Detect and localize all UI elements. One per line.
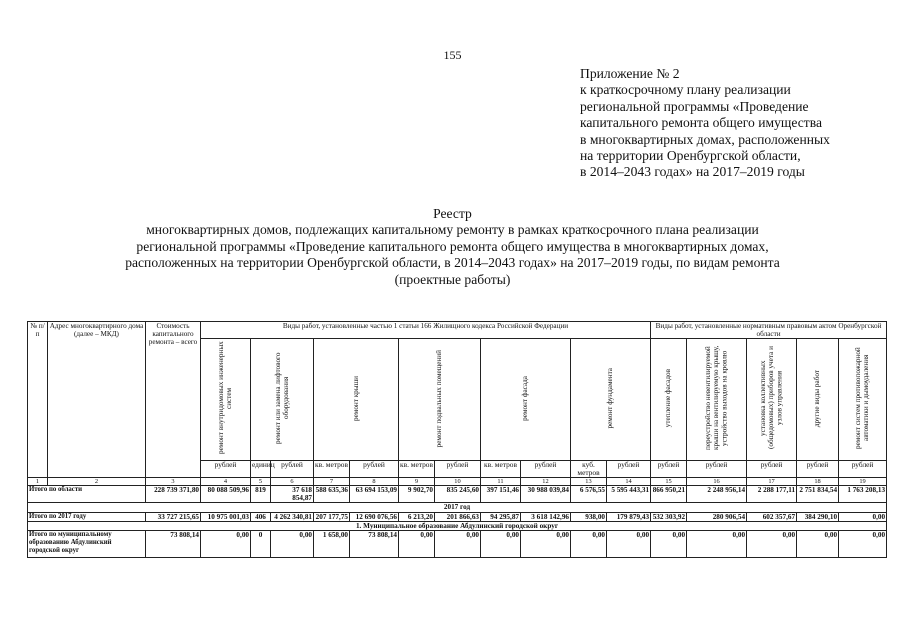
value-cell: 0,00 (651, 531, 687, 558)
column-number-cell: 8 (350, 478, 399, 486)
column-number-cell: 17 (747, 478, 797, 486)
value-cell: 384 290,10 (797, 512, 839, 521)
value-cell: 6 576,55 (571, 486, 607, 503)
value-cell: 179 879,43 (607, 512, 651, 521)
value-cell: 30 988 039,84 (521, 486, 571, 503)
unit-cell: единиц (251, 460, 271, 477)
value-cell: 406 (251, 512, 271, 521)
column-number-cell: 12 (521, 478, 571, 486)
year-label: 2017 год (28, 503, 887, 512)
col-header-number: № п/п (28, 322, 48, 478)
value-cell: 80 088 509,96 (201, 486, 251, 503)
appendix-line: на территории Оренбургской области, (580, 148, 801, 164)
value-cell: 602 357,67 (747, 512, 797, 521)
document-title (0, 206, 905, 288)
value-cell: 0,00 (271, 531, 314, 558)
value-cell: 0,00 (435, 531, 481, 558)
column-number-cell: 15 (651, 478, 687, 486)
value-cell: 63 694 153,09 (350, 486, 399, 503)
value-cell: 835 245,60 (435, 486, 481, 503)
unit-cell: рублей (350, 460, 399, 477)
appendix-line: к краткосрочному плану реализации (580, 82, 791, 98)
value-cell: 9 902,70 (399, 486, 435, 503)
value-cell: 0,00 (481, 531, 521, 558)
title-line: расположенных на территории Оренбургской области, в 2014–2043 годах» на 2017–2019 годы, по видам ремонта (125, 255, 780, 271)
municipality-label: 1. Муниципальное образование Абдулинский городской округ (28, 521, 887, 530)
total-municipality-row (28, 531, 887, 558)
column-number-cell: 4 (201, 478, 251, 486)
column-number-cell: 1 (28, 478, 48, 486)
unit-cell: кв. метров (481, 460, 521, 477)
value-cell: 397 151,46 (481, 486, 521, 503)
value-cell: 0,00 (201, 531, 251, 558)
value-cell: 10 975 001,03 (201, 512, 251, 521)
column-number-cell: 5 (251, 478, 271, 486)
unit-cell: рублей (797, 460, 839, 477)
value-cell: 0,00 (607, 531, 651, 558)
value-cell: 228 739 371,80 (146, 486, 201, 503)
value-cell: 1 763 208,13 (839, 486, 887, 503)
column-number-cell: 10 (435, 478, 481, 486)
row-label: Итого по области (28, 486, 146, 503)
value-cell: 0,00 (839, 531, 887, 558)
value-cell: 4 262 340,81 (271, 512, 314, 521)
title-line: региональной программы «Проведение капитального ремонта общего имущества в многоквартирных домах, (136, 238, 769, 254)
value-cell: 207 177,75 (314, 512, 350, 521)
column-number-cell: 16 (687, 478, 747, 486)
unit-cell: рублей (201, 460, 251, 477)
title-line: многоквартирных домов, подлежащих капитальному ремонту в рамках краткосрочного плана реализации (146, 222, 759, 238)
column-number-cell: 2 (48, 478, 146, 486)
page-number: 155 (443, 48, 462, 62)
value-cell: 2 751 834,54 (797, 486, 839, 503)
col-header-roof-conversion: переустройство невентилируемой крыши на вентилируемую крышу, устройство выходов на кровлю (687, 339, 747, 460)
col-header-roof: ремонт крыши (314, 339, 399, 460)
value-cell: 0,00 (797, 531, 839, 558)
title-line: (проектные работы) (394, 271, 511, 287)
value-cell: 94 295,87 (481, 512, 521, 521)
unit-cell: кв. метров (314, 460, 350, 477)
value-cell: 2 248 956,14 (687, 486, 747, 503)
column-number-cell: 6 (271, 478, 314, 486)
column-number-cell: 3 (146, 478, 201, 486)
value-cell: 6 213,20 (399, 512, 435, 521)
value-cell: 280 906,54 (687, 512, 747, 521)
column-number-cell: 14 (607, 478, 651, 486)
value-cell: 33 727 215,65 (146, 512, 201, 521)
unit-cell: рублей (607, 460, 651, 477)
col-header-basement: ремонт подвальных помещений (399, 339, 481, 460)
unit-cell: рублей (521, 460, 571, 477)
value-cell: 37 618 854,87 (271, 486, 314, 503)
row-label: Итого по 2017 году (28, 512, 146, 521)
unit-cell: рублей (839, 460, 887, 477)
value-cell: 0,00 (571, 531, 607, 558)
title-line: Реестр (433, 206, 472, 221)
column-numbers-row (28, 478, 887, 486)
value-cell: 1 658,00 (314, 531, 350, 558)
column-number-cell: 9 (399, 478, 435, 486)
unit-cell: рублей (747, 460, 797, 477)
value-cell: 5 595 443,31 (607, 486, 651, 503)
header-row (28, 322, 887, 339)
unit-cell: куб. метров (571, 460, 607, 477)
value-cell: 12 690 076,56 (350, 512, 399, 521)
col-header-address: Адрес многоквартирного дома (далее – МКД) (48, 322, 146, 478)
value-cell: 866 950,21 (651, 486, 687, 503)
col-header-fire: ремонт систем противопожарной автоматики и дымоудаления (839, 339, 887, 460)
value-cell: 938,00 (571, 512, 607, 521)
row-label: Итого по муниципальному образованию Абдулинский городской округ (28, 531, 146, 558)
col-header-insulation: утепление фасадов (651, 339, 687, 460)
total-region-row (28, 486, 887, 503)
col-header-group-federal: Виды работ, установленные частью 1 статьи 166 Жилищного кодекса Российской Федерации (201, 322, 651, 339)
column-number-cell: 11 (481, 478, 521, 486)
value-cell: 201 866,63 (435, 512, 481, 521)
value-cell: 73 808,14 (350, 531, 399, 558)
value-cell: 0,00 (399, 531, 435, 558)
value-cell: 0,00 (521, 531, 571, 558)
value-cell: 0,00 (687, 531, 747, 558)
value-cell: 73 808,14 (146, 531, 201, 558)
municipality-row (28, 521, 887, 530)
col-header-group-regional: Виды работ, установленные нормативным правовым актом Оренбургской области (651, 322, 887, 339)
appendix-line: региональной программы «Проведение (580, 98, 809, 114)
unit-cell: кв. метров (399, 460, 435, 477)
value-cell: 0,00 (747, 531, 797, 558)
unit-cell: рублей (687, 460, 747, 477)
value-cell: 588 635,36 (314, 486, 350, 503)
value-cell: 0 (251, 531, 271, 558)
unit-cell: рублей (435, 460, 481, 477)
col-header-lift: ремонт или замена лифтового оборудования (251, 339, 314, 460)
appendix-line: в 2014–2043 годах» на 2017–2019 годы (580, 164, 805, 180)
value-cell: 819 (251, 486, 271, 503)
column-number-cell: 18 (797, 478, 839, 486)
col-header-other: другие виды работ (797, 339, 839, 460)
value-cell: 0,00 (839, 512, 887, 521)
column-number-cell: 13 (571, 478, 607, 486)
unit-cell: рублей (271, 460, 314, 477)
appendix-line: капитального ремонта общего имущества (580, 115, 822, 131)
col-header-meters: установка коллективных (общедомовых) приборов учета и узлов управления (747, 339, 797, 460)
column-number-cell: 7 (314, 478, 350, 486)
total-2017-row (28, 512, 887, 521)
value-cell: 2 288 177,11 (747, 486, 797, 503)
appendix-line: в многоквартирных домах, расположенных (580, 131, 830, 147)
appendix-note (580, 66, 890, 181)
col-header-facade: ремонт фасада (481, 339, 571, 460)
col-header-cost: Стоимость капитального ремонта – всего (146, 322, 201, 478)
year-row (28, 503, 887, 512)
col-header-engineering: ремонт внутридомовых инженерных систем (201, 339, 251, 460)
unit-cell: рублей (651, 460, 687, 477)
value-cell: 532 303,92 (651, 512, 687, 521)
col-header-foundation: ремонт фундамента (571, 339, 651, 460)
registry-table (27, 321, 887, 558)
column-number-cell: 19 (839, 478, 887, 486)
appendix-line: Приложение № 2 (580, 66, 680, 81)
value-cell: 3 618 142,96 (521, 512, 571, 521)
